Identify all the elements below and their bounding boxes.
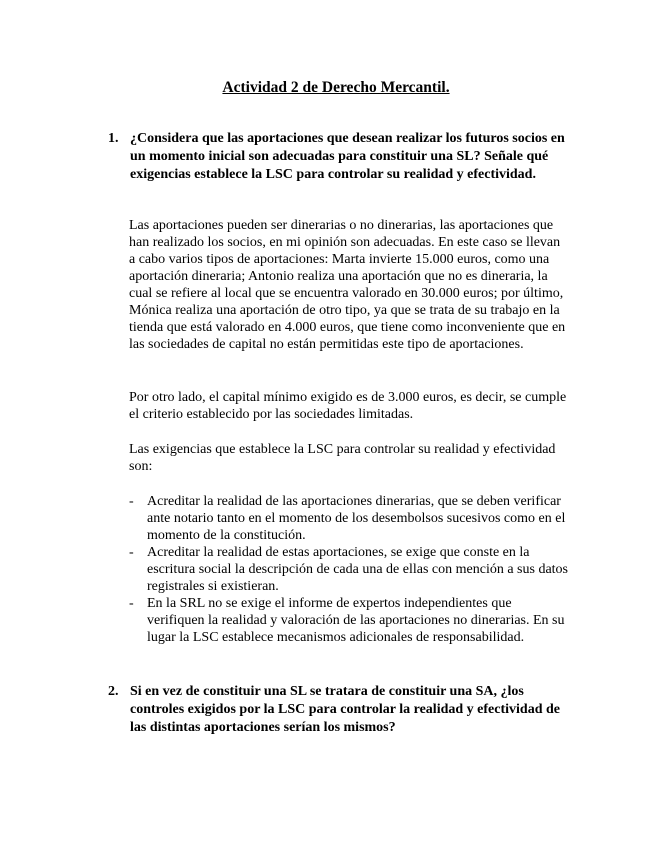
- question-2-number: 2.: [108, 684, 119, 699]
- list-item-text: Acreditar la realidad de las aportaciones dinerarias, que se deben verificar ante notario tanto en el momento de los desembolsos sucesivos como en el momento de la constitución.: [147, 494, 566, 543]
- bullet-dash: -: [129, 494, 134, 509]
- question-1-text: ¿Considera que las aportaciones que desean realizar los futuros socios en un momento inicial son adecuadas para constituir una SL? Señale qué exigencias establece la LSC para controlar su realidad y efectividad.: [130, 131, 565, 182]
- answer-paragraph-3: Las exigencias que establece la LSC para controlar su realidad y efectividad son:: [129, 442, 556, 474]
- question-2: [108, 683, 578, 737]
- list-item: [129, 544, 569, 595]
- list-item: [129, 493, 569, 544]
- answer-paragraph-2: Por otro lado, el capital mínimo exigido es de 3.000 euros, es decir, se cumple el criterio establecido por las sociedades limitadas.: [129, 390, 567, 422]
- list-item: [129, 595, 569, 646]
- question-1: [108, 130, 578, 184]
- answer-paragraph-1: Las aportaciones pueden ser dinerarias o no dinerarias, las aportaciones que han realizado los socios, en mi opinión son adecuadas. En este caso se llevan a cabo varios tipos de aportaciones: Marta invierte 15.000 euros, como una aportación dineraria; Antonio realiza una aportación que no es dineraria, la cual se refiere al local que se encuentra valorado en 30.000 euros; por último, Mónica realiza una aportación de otro tipo, ya que se trata de su trabajo en la tienda que está valorado en 4.000 euros, que tiene como inconveniente que en las sociedades de capital no están permitidas este tipo de aportaciones.: [129, 218, 566, 352]
- question-1-number: 1.: [108, 131, 119, 146]
- requirements-list: [129, 493, 569, 646]
- question-2-text: Si en vez de constituir una SL se tratara de constituir una SA, ¿los controles exigidos por la LSC para controlar la realidad y efectividad de las distintas aportaciones serían los mismos?: [130, 684, 560, 735]
- bullet-dash: -: [129, 545, 134, 560]
- list-item-text: Acreditar la realidad de estas aportaciones, se exige que conste en la escritura social la descripción de cada una de ellas con mención a sus datos registrales si existieran.: [147, 545, 569, 594]
- document-title: Actividad 2 de Derecho Mercantil.: [222, 79, 450, 96]
- list-item-text: En la SRL no se exige el informe de expertos independientes que verifiquen la realidad y valoración de las aportaciones no dinerarias. En su lugar la LSC establece mecanismos adicionales de responsabilidad.: [147, 596, 565, 645]
- bullet-dash: -: [129, 596, 134, 611]
